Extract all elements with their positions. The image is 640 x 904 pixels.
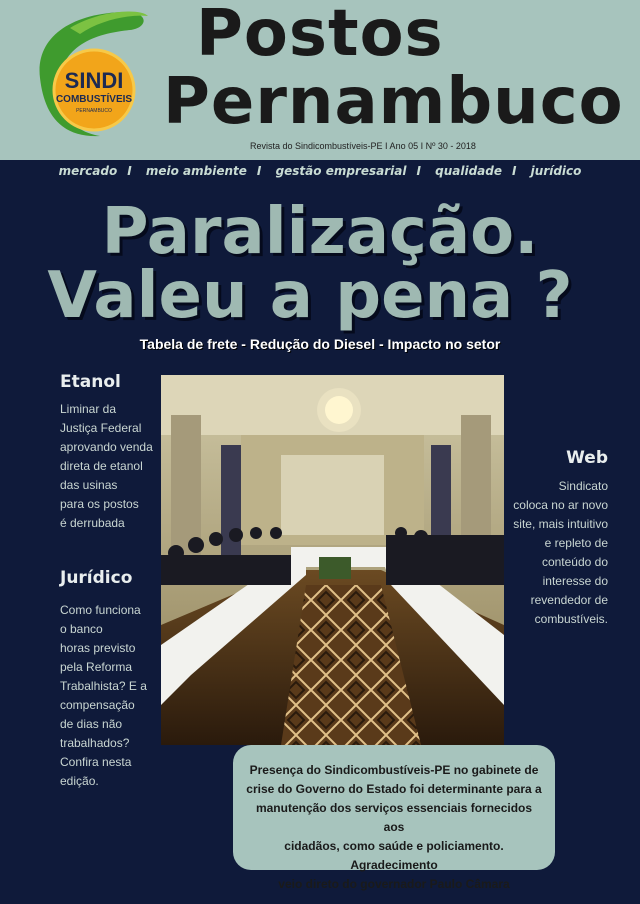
masthead [0,0,640,160]
text-line: o banco [60,622,103,636]
photo-caption [233,745,555,891]
text-line: site, mais intuitivo [513,517,608,531]
svg-text:COMBUSTÍVEIS: COMBUSTÍVEIS [55,94,133,105]
issue-info: Revista do Sindicombustíveis-PE I Ano 05 I Nº 30 - 2018 [250,141,476,151]
text-line: Como funciona [60,603,141,617]
section-nav [0,164,640,178]
nav-separator: I [416,164,421,178]
text-line: combustíveis. [534,612,608,626]
etanol-summary [60,400,160,533]
headline-line2: Valeu a pena ? [47,259,573,333]
headline-tagline: Tabela de frete - Redução do Diesel - Impacto no setor [139,336,501,352]
nav-separator: I [127,164,132,178]
nav-item-gestao-empresarial: gestão empresarial [275,164,407,178]
nav-item-qualidade: qualidade [435,164,502,178]
meeting-room-photo [161,375,504,745]
nav-item-juridico: jurídico [530,164,582,178]
text-line: direta de etanol [60,459,143,473]
nav-item-meio-ambiente: meio ambiente [145,164,247,178]
caption-line: Presença do Sindicombustíveis-PE no gabinete de [249,763,539,777]
text-line: Confira nesta [60,755,132,769]
text-line: trabalhados? [60,736,130,750]
text-line: das usinas [60,478,118,492]
text-line: aprovando venda [60,440,153,454]
text-line: revendedor de [530,593,608,607]
sindicombustiveis-logo [30,8,152,138]
caption-line: veio direto do governador Paulo Câmara [278,877,510,891]
text-line: e repleto de [544,536,608,550]
text-line: Sindicato [558,479,608,493]
text-line: coloca no ar novo [513,498,608,512]
caption-line: cidadãos, como saúde e policiamento. Agradecimento [284,839,504,872]
magazine-title-line2: Pernambuco [163,65,624,139]
text-line: edição. [60,774,99,788]
text-line: conteúdo do [541,555,608,569]
text-line: Trabalhista? E a [60,679,147,693]
text-line: Justiça Federal [60,421,142,435]
text-line: interesse do [542,574,608,588]
web-summary [488,477,608,629]
caption-line: crise do Governo do Estado foi determinante para a [246,782,542,796]
text-line: é derrubada [60,516,125,530]
web-heading: Web [566,448,608,468]
juridico-summary [60,601,160,791]
text-line: Liminar da [60,402,117,416]
text-line: horas previsto [60,641,136,655]
text-line: para os postos [60,497,139,511]
nav-separator: I [256,164,262,178]
text-line: de dias não [60,717,123,731]
svg-text:SINDI: SINDI [64,68,124,93]
text-line: pela Reforma [60,660,133,674]
text-line: compensação [60,698,135,712]
etanol-heading: Etanol [60,372,121,392]
juridico-heading: Jurídico [60,568,133,588]
nav-separator: I [512,164,517,178]
nav-item-mercado: mercado [58,164,118,178]
headline-line1: Paralização. [101,195,539,269]
caption-line: manutenção dos serviços essenciais fornecidos aos [255,801,533,834]
svg-text:PERNAMBUCO: PERNAMBUCO [76,108,112,114]
magazine-title-line1: Postos [196,0,444,71]
